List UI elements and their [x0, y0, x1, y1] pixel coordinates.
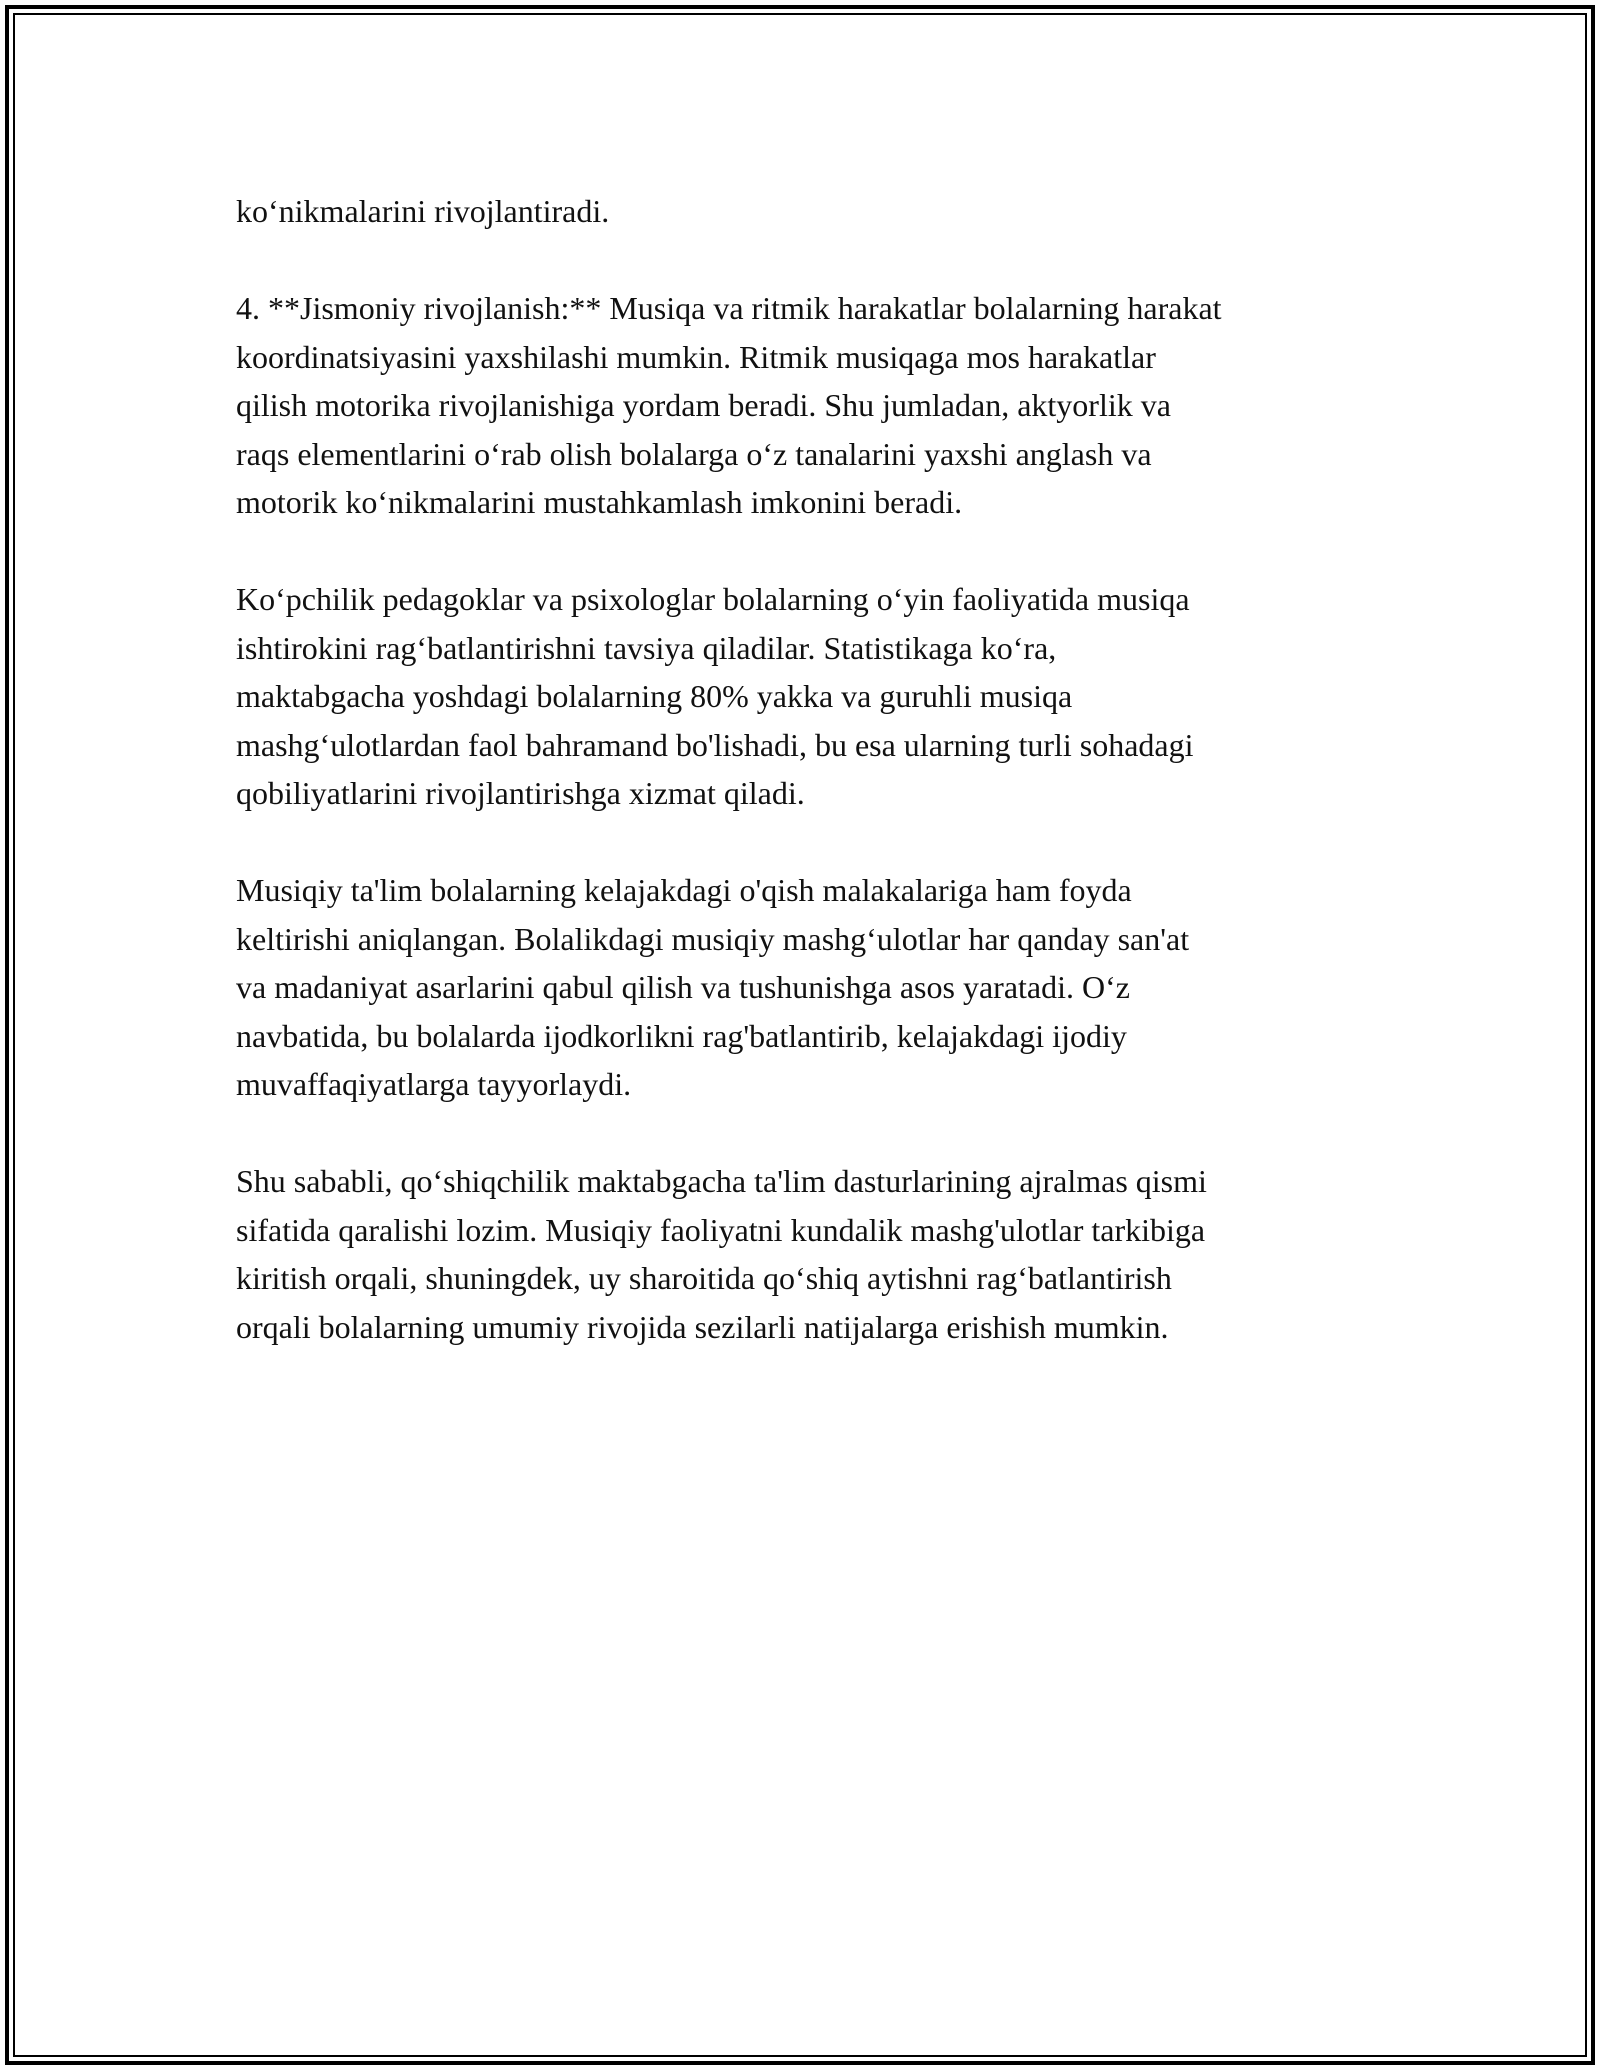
paragraph-music-education-benefits: Musiqiy ta'lim bolalarning kelajakdagi o'qish malakalariga ham foyda keltirishi aniqlangan. Bolalikdagi musiqiy mashg‘ulotlar har qanday san'at va madaniyat asarlarini qabul qilish va tushunishga asos yaratadi. O‘z navbatida, bu bolalarda ijodkorlikni rag'batlantirib, kelajakdagi ijodiy muvaffaqiyatlarga tayyorlaydi.	[236, 872, 1190, 1102]
document-body	[236, 187, 1386, 1400]
paragraph-physical-development: 4. **Jismoniy rivojlanish:** Musiqa va ritmik harakatlar bolalarning harakat koordinatsiyasini yaxshilashi mumkin. Ritmik musiqaga mos harakatlar qilish motorika rivojlanishiga yordam beradi. Shu jumladan, aktyorlik va raqs elementlarini o‘rab olish bolalarga o‘z tanalarini yaxshi anglash va motorik ko‘nikmalarini mustahkamlash imkonini beradi.	[236, 290, 1222, 520]
paragraph-pedagogues-recommendation: Ko‘pchilik pedagoklar va psixologlar bolalarning o‘yin faoliyatida musiqa ishtirokini rag‘batlantirishni tavsiya qiladilar. Statistikaga ko‘ra, maktabgacha yoshdagi bolalarning 80% yakka va guruhli musiqa mashg‘ulotlardan faol bahramand bo'lishadi, bu esa ularning turli sohadagi qobiliyatlarini rivojlantirishga xizmat qiladi.	[236, 581, 1194, 811]
paragraph-continuation: ko‘nikmalarini rivojlantiradi.	[236, 193, 610, 229]
paragraph-conclusion: Shu sababli, qo‘shiqchilik maktabgacha ta'lim dasturlarining ajralmas qismi sifatida qaralishi lozim. Musiqiy faoliyatni kundalik mashg'ulotlar tarkibiga kiritish orqali, shuningdek, uy sharoitida qo‘shiq aytishni rag‘batlantirish orqali bolalarning umumiy rivojida sezilarli natijalarga erishish mumkin.	[236, 1163, 1207, 1345]
